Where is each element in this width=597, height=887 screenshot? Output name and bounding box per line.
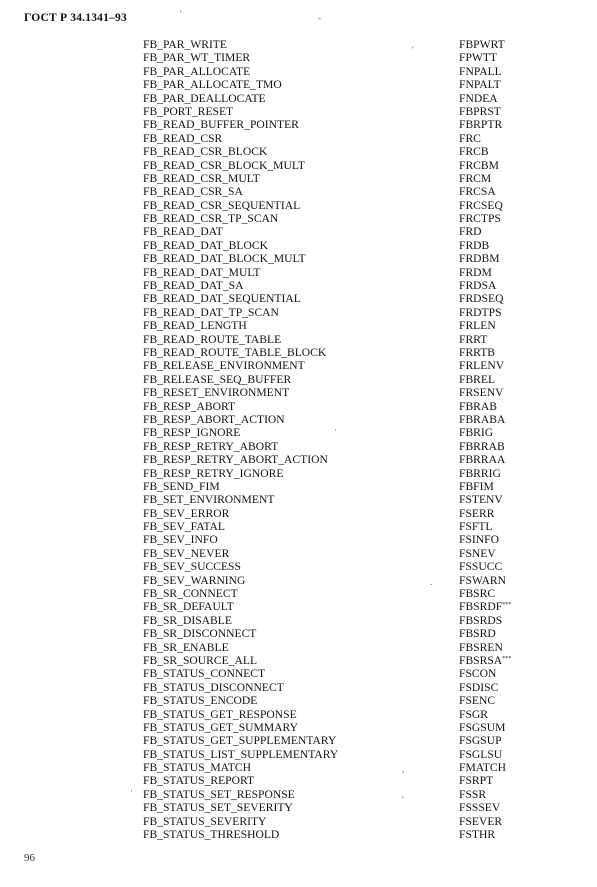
abbreviation-text: FBPRST [459,104,501,118]
list-item [0,373,597,386]
function-name: FB_SEV_ERROR [143,506,230,520]
list-item [0,252,597,265]
abbreviation-text: FBRPTR [459,118,503,132]
abbreviation-text: FRCM [459,171,492,185]
list-item [0,533,597,546]
abbreviation [459,212,501,225]
abbreviation [459,667,496,680]
list-item [0,333,597,346]
function-name: FB_READ_CSR_TP_SCAN [143,212,279,226]
abbreviation [459,172,491,185]
function-name: FB_READ_DAT_SA [143,279,244,293]
function-name: FB_RELEASE_SEQ_BUFFER [143,372,292,386]
abbreviation-text: FRSENV [459,386,504,400]
list-item [0,708,597,721]
abbreviation-text: FSDISC [459,680,499,694]
list-item [0,574,597,587]
list-item [0,172,597,185]
abbreviation [459,815,502,828]
abbreviation [459,507,494,520]
function-name: FB_READ_CSR [143,131,223,145]
list-item [0,467,597,480]
abbreviation-text: FSCON [459,667,497,681]
list-item [0,667,597,680]
abbreviation [459,279,496,292]
abbreviation-text: FRRT [459,332,488,346]
abbreviation-text: FBRABA [459,412,506,426]
abbreviation-text: FBFIM [459,479,494,493]
abbreviation-text: FSGLSU [459,747,503,761]
function-name: FB_READ_CSR_BLOCK [143,145,268,159]
footnote-marker: *** [502,655,512,662]
list-item [0,440,597,453]
function-name: FB_SEV_WARNING [143,573,246,587]
list-item [0,734,597,747]
list-item [0,614,597,627]
abbreviation-list [0,38,597,841]
abbreviation [459,266,492,279]
abbreviation [459,400,497,413]
function-name: FB_READ_ROUTE_TABLE_BLOCK [143,345,327,359]
abbreviation-text: FRC [459,131,481,145]
abbreviation-text: FSINFO [459,533,499,547]
abbreviation-text: FSGSUM [459,720,506,734]
abbreviation [459,641,503,654]
abbreviation [459,346,495,359]
list-item [0,306,597,319]
abbreviation-text: FRDSA [459,279,497,293]
list-item [0,480,597,493]
list-item [0,547,597,560]
scan-mark: ' [412,45,414,55]
list-item [0,159,597,172]
abbreviation-text: FRDSEQ [459,292,504,306]
abbreviation-text: FNDEA [459,91,498,105]
function-name: FB_STATUS_MATCH [143,761,251,775]
function-name: FB_SR_DISABLE [143,613,232,627]
abbreviation [459,761,506,774]
list-item [0,65,597,78]
abbreviation [459,105,501,118]
abbreviation [459,78,501,91]
function-name: FB_STATUS_DISCONNECT [143,680,284,694]
list-item [0,507,597,520]
abbreviation-text: FRLENV [459,359,505,373]
function-name: FB_SR_DEFAULT [143,600,234,614]
function-name: FB_READ_DAT_MULT [143,265,261,279]
abbreviation-text: FBREL [459,372,496,386]
abbreviation [459,493,503,506]
scan-mark: - [318,13,321,23]
abbreviation [459,748,502,761]
abbreviation-text: FBRRAB [459,439,505,453]
list-item [0,92,597,105]
function-name: FB_RESET_ENVIRONMENT [143,386,290,400]
function-name: FB_READ_CSR_SEQUENTIAL [143,198,301,212]
function-name: FB_RESP_ABORT [143,399,236,413]
abbreviation [459,132,481,145]
function-name: FB_STATUS_ENCODE [143,694,258,708]
function-name: FB_PAR_WRITE [143,38,227,51]
abbreviation-text: FRCB [459,145,489,159]
list-item [0,78,597,91]
abbreviation-text: FRCSEQ [459,198,503,212]
abbreviation-text: FBSREN [459,640,503,654]
abbreviation-text: FSWARN [459,573,507,587]
function-name: FB_READ_CSR_MULT [143,171,260,185]
list-item [0,38,597,51]
abbreviation [459,65,502,78]
abbreviation-text: FSFTL [459,520,493,534]
scan-mark: · [130,786,133,796]
function-name: FB_PAR_WT_TIMER [143,51,251,65]
abbreviation-text: FBRAB [459,399,498,413]
list-item [0,51,597,64]
list-item [0,199,597,212]
abbreviation [459,600,511,613]
abbreviation-text: FMATCH [459,761,507,775]
abbreviation [459,721,505,734]
abbreviation-text: FPWTT [459,51,498,65]
function-name: FB_STATUS_SET_SEVERITY [143,801,293,815]
abbreviation-text: FRDM [459,265,492,279]
list-item [0,266,597,279]
abbreviation [459,560,502,573]
function-name: FB_PAR_DEALLOCATE [143,91,266,105]
abbreviation [459,333,487,346]
function-name: FB_READ_LENGTH [143,319,247,333]
function-name: FB_SEV_NEVER [143,546,230,560]
abbreviation [459,118,502,131]
list-item [0,279,597,292]
abbreviation [459,319,496,332]
list-item [0,493,597,506]
abbreviation [459,547,496,560]
abbreviation [459,225,482,238]
list-item [0,587,597,600]
list-item [0,346,597,359]
abbreviation [459,185,496,198]
list-item [0,239,597,252]
abbreviation-text: FSSR [459,787,487,801]
scan-mark: . [430,577,433,587]
function-name: FB_SEND_FIM [143,479,220,493]
abbreviation-text: FSENC [459,694,496,708]
function-name: FB_RESP_ABORT_ACTION [143,412,285,426]
function-name: FB_READ_CSR_BLOCK_MULT [143,158,305,172]
list-item [0,815,597,828]
function-name: FB_READ_DAT_BLOCK [143,238,268,252]
list-item [0,132,597,145]
list-item [0,694,597,707]
abbreviation-text: FRCBM [459,158,499,172]
function-name: FB_SR_SOURCE_ALL [143,653,258,667]
list-item [0,400,597,413]
list-item [0,359,597,372]
function-name: FB_STATUS_GET_SUMMARY [143,720,298,734]
abbreviation-text: FNPALL [459,64,502,78]
function-name: FB_STATUS_REPORT [143,774,255,788]
scan-mark: , [402,764,405,774]
function-name: FB_RESP_RETRY_ABORT_ACTION [143,453,328,467]
abbreviation-text: FSEVER [459,814,503,828]
abbreviation-text: FSERR [459,506,495,520]
function-name: FB_STATUS_CONNECT [143,667,266,681]
list-item [0,520,597,533]
list-item [0,426,597,439]
function-name: FB_PAR_ALLOCATE [143,64,251,78]
abbreviation-text: FBSRDS [459,613,503,627]
abbreviation [459,520,493,533]
function-name: FB_READ_CSR_SA [143,185,243,199]
function-name: FB_STATUS_SET_RESPONSE [143,787,295,801]
list-item [0,748,597,761]
list-item [0,560,597,573]
abbreviation-text: FSGR [459,707,489,721]
abbreviation [459,306,502,319]
list-item [0,828,597,841]
scan-mark: ' [180,9,182,19]
abbreviation [459,51,497,64]
function-name: FB_STATUS_SEVERITY [143,814,267,828]
list-item [0,145,597,158]
document-header: ГОСТ Р 34.1341–93 [24,12,127,24]
page-number: 96 [24,852,35,864]
footnote-marker: *** [502,602,512,609]
abbreviation [459,239,489,252]
function-name: FB_READ_DAT [143,225,223,239]
abbreviation-text: FRDBM [459,252,500,266]
function-name: FB_SET_ENVIRONMENT [143,493,275,507]
abbreviation-text: FRDTPS [459,305,502,319]
function-name: FB_READ_DAT_TP_SCAN [143,305,279,319]
list-item [0,761,597,774]
function-name: FB_STATUS_LIST_SUPPLEMENTARY [143,747,339,761]
abbreviation-text: FBSRSA [459,653,503,667]
abbreviation [459,681,498,694]
abbreviation [459,708,488,721]
abbreviation [459,533,499,546]
abbreviation [459,199,503,212]
abbreviation [459,828,495,841]
function-name: FB_SEV_FATAL [143,520,225,534]
list-item [0,118,597,131]
list-item [0,681,597,694]
function-name: FB_STATUS_GET_RESPONSE [143,707,297,721]
abbreviation-text: FSNEV [459,546,496,560]
function-name: FB_PAR_ALLOCATE_TMO [143,78,282,92]
abbreviation [459,440,505,453]
abbreviation [459,774,493,787]
list-item [0,774,597,787]
abbreviation-text: FBRIG [459,426,494,440]
function-name: FB_STATUS_THRESHOLD [143,828,280,842]
abbreviation [459,386,503,399]
function-name: FB_PORT_RESET [143,104,234,118]
abbreviation-text: FBRRIG [459,466,501,480]
list-item [0,292,597,305]
function-name: FB_SR_ENABLE [143,640,229,654]
abbreviation-text: FSTHR [459,828,496,842]
abbreviation-text: FBSRC [459,587,496,601]
abbreviation [459,453,505,466]
abbreviation-text: FRD [459,225,482,239]
abbreviation-text: FNPALT [459,78,501,92]
abbreviation [459,614,502,627]
abbreviation [459,801,500,814]
abbreviation-text: FBSRDF [459,600,503,614]
abbreviation [459,480,494,493]
abbreviation [459,574,506,587]
abbreviation-text: FRLEN [459,319,496,333]
abbreviation-text: FBSRD [459,627,496,641]
function-name: FB_RESP_RETRY_IGNORE [143,466,284,480]
abbreviation [459,252,500,265]
abbreviation [459,627,496,640]
list-item [0,627,597,640]
scan-mark: ' [402,795,404,805]
abbreviation-text: FRCSA [459,185,496,199]
list-item [0,386,597,399]
abbreviation [459,359,504,372]
abbreviation [459,426,493,439]
abbreviation-text: FRRTB [459,345,496,359]
abbreviation-text: FRCTPS [459,212,501,226]
list-item [0,600,597,613]
function-name: FB_SR_CONNECT [143,587,238,601]
abbreviation-text: FSSUCC [459,560,503,574]
abbreviation [459,654,511,667]
list-item [0,212,597,225]
abbreviation [459,467,501,480]
function-name: FB_RELEASE_ENVIRONMENT [143,359,305,373]
abbreviation [459,587,495,600]
abbreviation-text: FBPWRT [459,38,505,51]
abbreviation-text: FSRPT [459,774,494,788]
function-name: FB_STATUS_GET_SUPPLEMENTARY [143,734,337,748]
list-item [0,105,597,118]
abbreviation-text: FSTENV [459,493,503,507]
abbreviation [459,373,495,386]
function-name: FB_READ_BUFFER_POINTER [143,118,299,132]
abbreviation-text: FRDB [459,238,490,252]
abbreviation [459,159,499,172]
abbreviation-text: FSSSEV [459,801,501,815]
abbreviation-text: FSGSUP [459,734,502,748]
function-name: FB_SEV_INFO [143,533,218,547]
scan-mark: · [334,425,337,435]
abbreviation [459,694,495,707]
list-item [0,721,597,734]
abbreviation [459,734,502,747]
function-name: FB_SR_DISCONNECT [143,627,257,641]
function-name: FB_READ_DAT_BLOCK_MULT [143,252,306,266]
function-name: FB_READ_ROUTE_TABLE [143,332,282,346]
abbreviation [459,145,489,158]
list-item [0,801,597,814]
abbreviation [459,413,505,426]
function-name: FB_RESP_RETRY_ABORT [143,439,279,453]
list-item [0,413,597,426]
list-item [0,788,597,801]
list-item [0,654,597,667]
list-item [0,319,597,332]
function-name: FB_RESP_IGNORE [143,426,241,440]
function-name: FB_SEV_SUCCESS [143,560,241,574]
abbreviation [459,292,503,305]
list-item [0,453,597,466]
abbreviation-text: FBRRAA [459,453,506,467]
abbreviation [459,788,486,801]
list-item [0,185,597,198]
abbreviation [459,38,505,51]
abbreviation [459,92,498,105]
list-item [0,641,597,654]
function-name: FB_READ_DAT_SEQUENTIAL [143,292,301,306]
list-item [0,225,597,238]
